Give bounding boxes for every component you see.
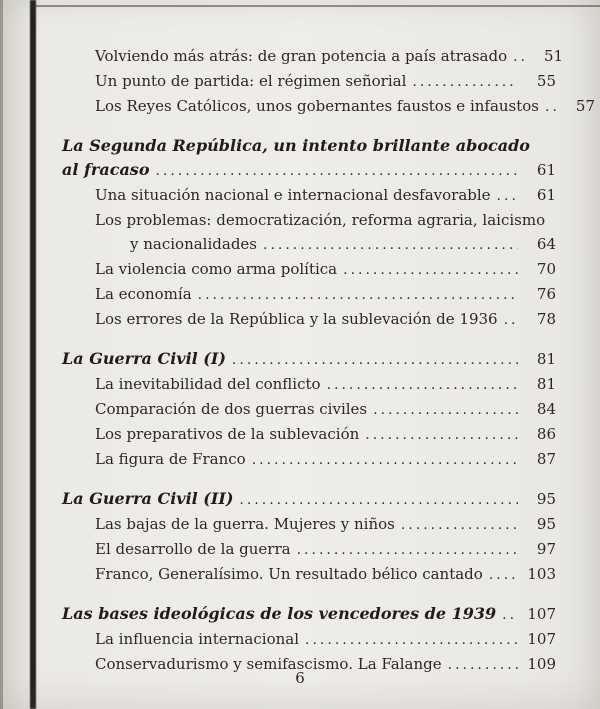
dot-leader bbox=[198, 283, 518, 307]
page-number: 51 bbox=[544, 47, 564, 65]
toc-entry-text: La economía bbox=[95, 285, 192, 303]
scan-edge-top bbox=[30, 5, 600, 7]
dot-leader bbox=[327, 373, 518, 397]
dot-leader bbox=[297, 538, 518, 562]
page-number: 78 bbox=[536, 310, 556, 328]
toc-section bbox=[62, 134, 556, 332]
page-number: 64 bbox=[536, 235, 556, 253]
toc-heading-text: al fracaso bbox=[62, 160, 150, 179]
page-number: 109 bbox=[527, 655, 556, 673]
toc-entry bbox=[62, 537, 556, 562]
toc-entry bbox=[62, 69, 556, 94]
page-number: 76 bbox=[536, 285, 556, 303]
toc-entry bbox=[62, 512, 556, 537]
toc-entry-text: La influencia internacional bbox=[95, 630, 300, 648]
page-number: 81 bbox=[536, 350, 556, 368]
dot-leader bbox=[343, 258, 518, 282]
dot-leader bbox=[502, 603, 518, 627]
toc-entry-text: Un punto de partida: el régimen señorial bbox=[95, 72, 407, 90]
toc-entry-text: y nacionalidades bbox=[130, 235, 257, 253]
toc-entry bbox=[62, 397, 556, 422]
toc-heading bbox=[62, 158, 556, 183]
toc-entry bbox=[62, 562, 556, 587]
page-number: 107 bbox=[527, 605, 556, 623]
page-number: 103 bbox=[527, 565, 556, 583]
dot-leader bbox=[489, 563, 518, 587]
toc-entry bbox=[62, 372, 556, 397]
toc-entry-wrap-line bbox=[62, 208, 556, 232]
dot-leader bbox=[412, 70, 518, 94]
toc-section bbox=[62, 602, 556, 677]
toc-heading bbox=[62, 487, 556, 512]
toc-heading-wrap-line-text: La Segunda República, un intento brillante abocado bbox=[62, 136, 530, 155]
dot-leader bbox=[263, 233, 518, 257]
toc-entry bbox=[62, 282, 556, 307]
page-number: 97 bbox=[536, 540, 556, 558]
toc-section bbox=[62, 347, 556, 472]
folio-number: 6 bbox=[295, 669, 305, 687]
toc-heading-wrap-line bbox=[62, 134, 556, 158]
dot-leader bbox=[232, 348, 518, 372]
dot-leader bbox=[545, 95, 557, 119]
toc-entry-text: La figura de Franco bbox=[95, 450, 246, 468]
toc-entry bbox=[62, 183, 556, 208]
dot-leader bbox=[513, 45, 525, 69]
toc-entry-text: El desarrollo de la guerra bbox=[95, 540, 291, 558]
page-number: 87 bbox=[536, 450, 556, 468]
toc-entry-text: La violencia como arma política bbox=[95, 260, 338, 278]
toc-entry-text: Los preparativos de la sublevación bbox=[95, 425, 360, 443]
toc-entry-text: Volviendo más atrás: de gran potencia a país atrasado bbox=[95, 47, 508, 65]
toc-entry bbox=[62, 307, 556, 332]
page-number: 70 bbox=[536, 260, 556, 278]
toc-heading-text: La Guerra Civil (I) bbox=[62, 349, 226, 368]
toc-entry-text: Los Reyes Católicos, unos gobernantes faustos e infaustos bbox=[95, 97, 540, 115]
toc-entry-text: Conservadurismo y semifascismo. La Falange bbox=[95, 655, 442, 673]
page-number: 61 bbox=[536, 161, 556, 179]
page-number: 84 bbox=[536, 400, 556, 418]
toc-section bbox=[62, 487, 556, 587]
toc-heading-text: La Guerra Civil (II) bbox=[62, 489, 234, 508]
page-number: 61 bbox=[536, 186, 556, 204]
page-number: 57 bbox=[575, 97, 596, 115]
page-number: 55 bbox=[536, 72, 556, 90]
toc-entry bbox=[62, 447, 556, 472]
dot-leader bbox=[504, 308, 518, 332]
dot-leader bbox=[239, 488, 518, 512]
toc-entry-wrap-line-text: Los problemas: democratización, reforma agraria, laicismo bbox=[95, 211, 546, 229]
page-number: 81 bbox=[536, 375, 556, 393]
toc-entry-text: Los errores de la República y la sublevación de 1936 bbox=[95, 310, 498, 328]
page-number: 86 bbox=[536, 425, 556, 443]
dot-leader bbox=[305, 628, 518, 652]
toc-entry-text: Las bajas de la guerra. Mujeres y niños bbox=[95, 515, 395, 533]
dot-leader bbox=[497, 184, 518, 208]
toc bbox=[62, 44, 596, 677]
page-number: 107 bbox=[527, 630, 556, 648]
page-number: 95 bbox=[536, 490, 556, 508]
page-number: 95 bbox=[536, 515, 556, 533]
toc-entry-text: La inevitabilidad del conflicto bbox=[95, 375, 321, 393]
toc-heading bbox=[62, 347, 556, 372]
toc-entry bbox=[62, 94, 596, 119]
toc-heading-text: Las bases ideológicas de los vencedores de 1939 bbox=[62, 604, 497, 623]
scan-edge-left bbox=[30, 0, 36, 709]
dot-leader bbox=[252, 448, 518, 472]
dot-leader bbox=[401, 513, 518, 537]
toc-entry bbox=[62, 422, 556, 447]
toc-entry-text: Comparación de dos guerras civiles bbox=[95, 400, 368, 418]
dot-leader bbox=[373, 398, 518, 422]
toc-entry bbox=[62, 627, 556, 652]
toc-heading bbox=[62, 602, 556, 627]
toc-entry bbox=[62, 232, 556, 257]
toc-entry bbox=[62, 257, 556, 282]
scan-edge-outer bbox=[0, 0, 3, 709]
toc-entry-text: Franco, Generalísimo. Un resultado bélico cantado bbox=[95, 565, 483, 583]
toc-section bbox=[62, 44, 596, 119]
toc-entry bbox=[62, 44, 564, 69]
dot-leader bbox=[365, 423, 518, 447]
dot-leader bbox=[155, 159, 518, 183]
toc-entry-text: Una situación nacional e internacional desfavorable bbox=[95, 186, 491, 204]
